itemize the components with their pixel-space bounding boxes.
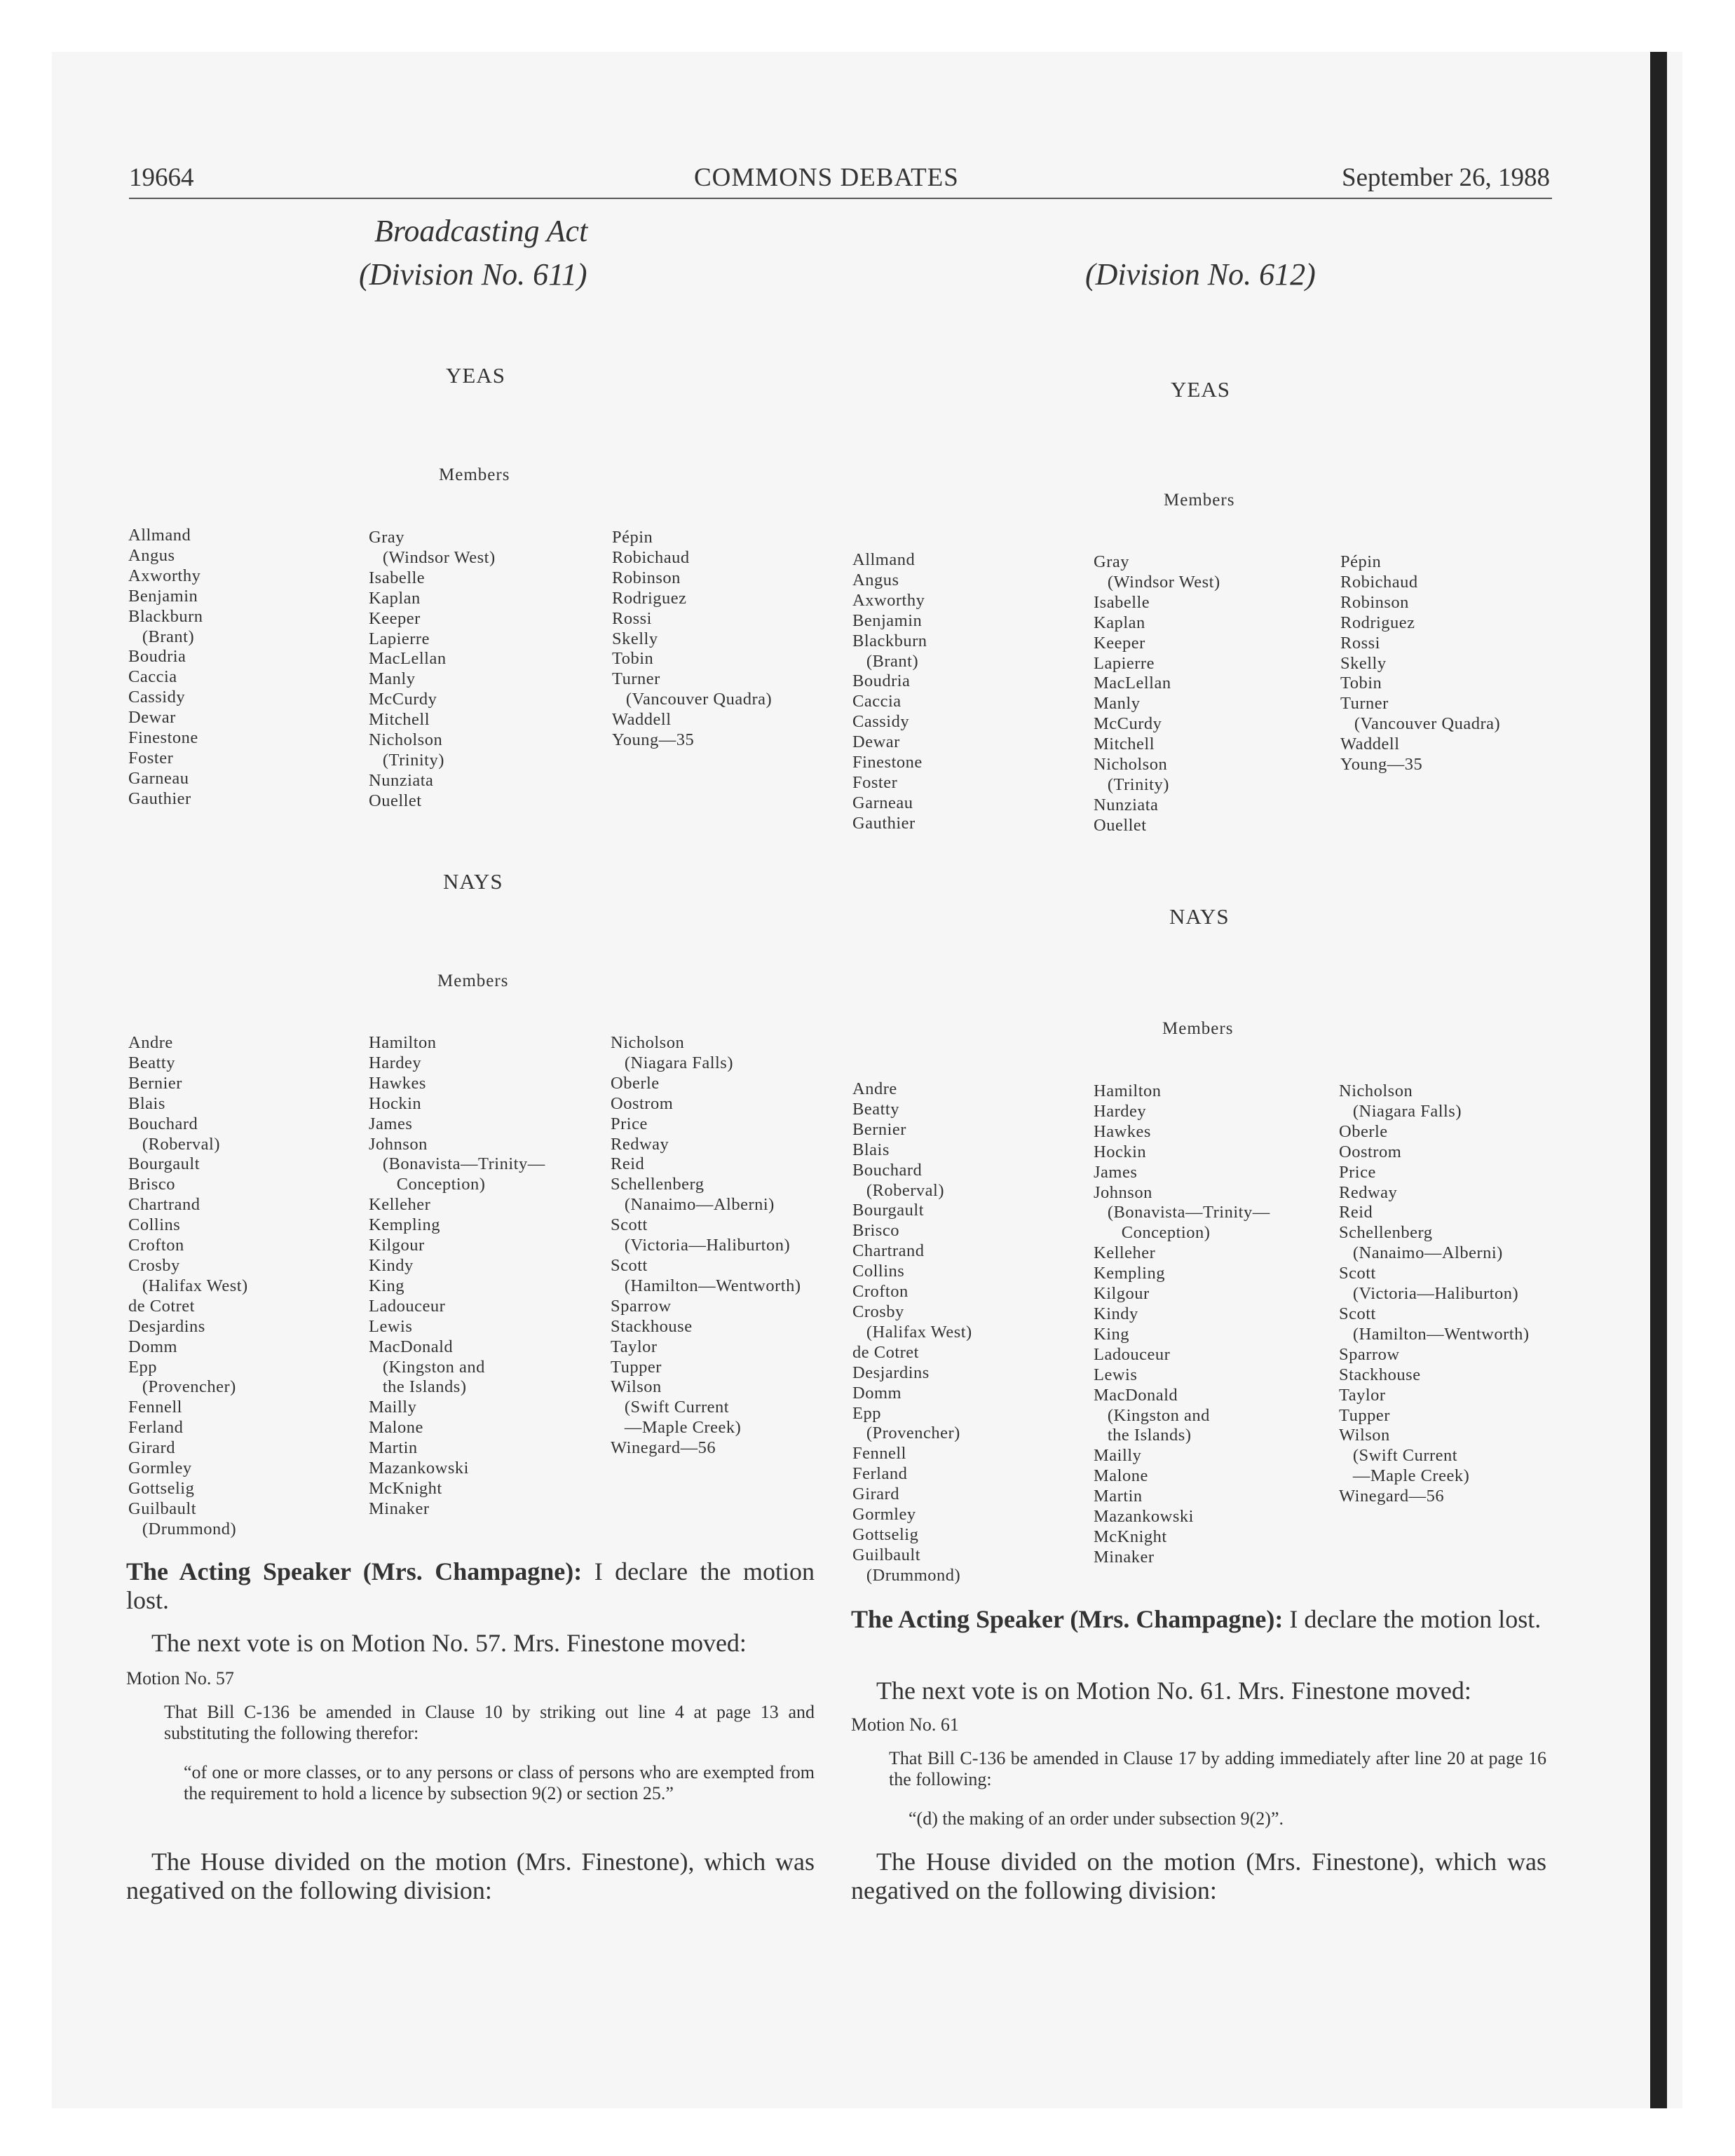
member-name: Ferland (128, 1418, 184, 1438)
member-name: Hamilton (1094, 1082, 1162, 1100)
member-name: Caccia (128, 667, 177, 687)
member-name: Waddell (612, 710, 672, 730)
next-vote-text: The next vote is on Motion No. 61. Mrs. Finestone moved: (876, 1677, 1471, 1705)
member-name: Tobin (612, 649, 654, 669)
motion-text-content: That Bill C-136 be amended in Clause 17 by adding immediately after line 20 at page 16 the following: (889, 1748, 1546, 1789)
member-name: Domm (128, 1337, 178, 1356)
member-name: Malone (1094, 1466, 1148, 1486)
member-name: (Windsor West) (369, 547, 496, 567)
member-name: Tupper (1339, 1405, 1390, 1425)
member-name: Lewis (1094, 1365, 1138, 1384)
member-name: Rodriguez (612, 588, 687, 608)
member-name: —Maple Creek) (611, 1418, 742, 1438)
member-name: (Trinity) (1094, 775, 1169, 794)
member-name: Fennell (852, 1444, 906, 1464)
member-name: Cassidy (128, 688, 186, 707)
member-name: Ladouceur (369, 1296, 446, 1316)
page-number: 19664 (129, 163, 194, 192)
member-name: Epp (128, 1357, 157, 1377)
act-title: Broadcasting Act (374, 214, 588, 248)
member-name: Garneau (852, 793, 913, 812)
members-label: Members (437, 971, 509, 990)
member-name: Hockin (369, 1093, 422, 1113)
member-name: King (369, 1276, 404, 1295)
member-name: de Cotret (852, 1342, 919, 1362)
member-name: Oostrom (1339, 1142, 1402, 1161)
speaker-text: I declare the motion lost. (1283, 1605, 1542, 1633)
member-name: Winegard—56 (1339, 1487, 1445, 1506)
member-name: MacDonald (369, 1337, 454, 1356)
member-name: (Roberval) (128, 1134, 220, 1154)
member-name: Allmand (852, 550, 916, 569)
member-name: Robinson (1340, 592, 1409, 612)
member-name: Hawkes (1094, 1121, 1151, 1141)
member-name: Blais (852, 1140, 890, 1159)
member-name: Domm (852, 1383, 902, 1403)
house-divided-text: The House divided on the motion (Mrs. Finestone), which was negatived on the following division: (851, 1848, 1546, 1904)
member-name: Gormley (128, 1459, 192, 1478)
member-name: Mitchell (369, 710, 430, 730)
member-name: Finestone (128, 728, 198, 748)
member-name: Nicholson (1094, 755, 1168, 775)
member-name: Minaker (1094, 1547, 1155, 1567)
member-name: Andre (128, 1033, 173, 1052)
member-name: Nunziata (1094, 795, 1159, 814)
member-name: Girard (128, 1438, 175, 1458)
speaker-name: The Acting Speaker (Mrs. Champagne): (851, 1605, 1284, 1633)
member-name: Manly (1094, 694, 1141, 714)
yeas-list-col2 (1094, 552, 1220, 836)
member-name: James (1094, 1162, 1138, 1182)
member-name: Kaplan (1094, 613, 1145, 632)
speaker-statement (126, 1557, 815, 1615)
member-name: Wilson (1339, 1426, 1390, 1445)
member-name: Desjardins (128, 1316, 205, 1336)
member-name: Kelleher (369, 1195, 431, 1215)
member-name: Mazankowski (1094, 1507, 1194, 1527)
motion-text (889, 1748, 1546, 1790)
nays-list-col1 (128, 1033, 248, 1540)
member-name: Allmand (128, 526, 191, 545)
member-name: Axworthy (128, 566, 201, 585)
member-name: Mazankowski (369, 1459, 469, 1478)
member-name: Kindy (1094, 1304, 1138, 1323)
member-name: Isabelle (369, 568, 426, 587)
member-name: Reid (1339, 1203, 1373, 1222)
members-label: Members (1162, 1019, 1234, 1038)
member-name: Bernier (852, 1119, 906, 1139)
member-name: Turner (612, 669, 660, 689)
member-name: —Maple Creek) (1339, 1466, 1470, 1486)
member-name: Oostrom (611, 1093, 674, 1113)
member-name: Ferland (852, 1464, 908, 1484)
member-name: Fennell (128, 1398, 182, 1417)
member-name: Nicholson (369, 730, 443, 750)
member-name: Lewis (369, 1316, 413, 1336)
member-name: Young—35 (1340, 755, 1423, 775)
nays-list-col3 (1339, 1082, 1530, 1507)
member-name: (Swift Current (611, 1398, 730, 1417)
member-name: Crofton (852, 1282, 909, 1302)
member-name: Johnson (369, 1134, 428, 1154)
member-name: Isabelle (1094, 592, 1150, 612)
member-name: King (1094, 1324, 1129, 1344)
member-name: (Victoria—Haliburton) (611, 1236, 791, 1255)
member-name: Foster (852, 772, 898, 792)
member-name: Guilbault (852, 1545, 921, 1564)
member-name: Beatty (852, 1099, 899, 1119)
division-heading-612: (Division No. 612) (1085, 257, 1316, 292)
member-name: (Halifax West) (852, 1322, 972, 1342)
member-name: (Nanaimo—Alberni) (611, 1195, 775, 1215)
member-name: Kelleher (1094, 1243, 1156, 1263)
member-name: Hamilton (369, 1033, 437, 1052)
member-name: Johnson (1094, 1182, 1152, 1202)
member-name: McKnight (369, 1478, 442, 1498)
member-name: Scott (1339, 1304, 1376, 1323)
nays-label: NAYS (443, 869, 503, 894)
member-name: de Cotret (128, 1296, 195, 1316)
member-name: Caccia (852, 692, 901, 711)
member-name: Kilgour (1094, 1284, 1150, 1304)
member-name: McCurdy (369, 690, 437, 709)
member-name: Pépin (1340, 552, 1382, 571)
member-name: Gauthier (852, 813, 916, 833)
member-name: Gauthier (128, 789, 191, 808)
member-name: Collins (128, 1215, 181, 1235)
member-name: Gottselig (852, 1524, 919, 1544)
member-name: Price (611, 1114, 648, 1133)
member-name: Bourgault (128, 1154, 200, 1174)
member-name: Schellenberg (611, 1175, 705, 1194)
member-name: Brisco (128, 1175, 175, 1194)
member-name: Gormley (852, 1505, 916, 1524)
nays-list-col3 (611, 1033, 801, 1459)
member-name: Ouellet (369, 791, 422, 810)
member-name: Angus (128, 545, 175, 565)
yeas-list-col1 (852, 550, 927, 834)
member-name: Angus (852, 570, 899, 589)
member-name: Girard (852, 1485, 899, 1504)
member-name: Garneau (128, 768, 189, 788)
member-name: Chartrand (128, 1195, 200, 1215)
member-name: James (369, 1114, 413, 1133)
member-name: Sparrow (611, 1296, 672, 1316)
member-name: Keeper (1094, 633, 1145, 653)
motion-quote: “(d) the making of an order under subsection 9(2)”. (909, 1808, 1284, 1829)
member-name: (Bonavista—Trinity— (1094, 1203, 1270, 1222)
member-name: Mailly (369, 1398, 417, 1417)
member-name: Foster (128, 748, 174, 767)
member-name: Stackhouse (611, 1316, 693, 1336)
member-name: Rossi (1340, 633, 1380, 653)
member-name: McKnight (1094, 1527, 1167, 1546)
member-name: (Trinity) (369, 750, 444, 770)
member-name: Axworthy (852, 590, 925, 610)
binding-edge (1650, 52, 1667, 2108)
member-name: (Windsor West) (1094, 572, 1220, 592)
member-name: (Hamilton—Wentworth) (611, 1276, 801, 1295)
member-name: Epp (852, 1403, 881, 1423)
member-name: Andre (852, 1079, 897, 1098)
member-name: Stackhouse (1339, 1365, 1421, 1384)
speaker-statement (851, 1605, 1546, 1634)
next-vote-text: The next vote is on Motion No. 57. Mrs. Finestone moved: (151, 1629, 747, 1657)
motion-label: Motion No. 57 (126, 1668, 234, 1688)
yeas-list-col1 (128, 526, 203, 810)
member-name: Beatty (128, 1053, 175, 1072)
member-name: Bernier (128, 1073, 182, 1093)
member-name: McCurdy (1094, 714, 1162, 734)
member-name: Kempling (369, 1215, 440, 1235)
member-name: Skelly (612, 629, 658, 648)
motion-quote: “of one or more classes, or to any persons or class of persons who are exempted from the requirement to hold a licence by subsection 9(2) or section 25.” (184, 1762, 815, 1803)
member-name: Nunziata (369, 770, 434, 790)
member-name: MacLellan (369, 649, 447, 669)
member-name: Boudria (128, 647, 186, 667)
member-name: (Drummond) (128, 1519, 237, 1538)
yeas-label: YEAS (446, 363, 505, 388)
member-name: Crofton (128, 1236, 184, 1255)
member-name: Hockin (1094, 1142, 1147, 1161)
member-name: Benjamin (128, 586, 198, 606)
member-name: Ladouceur (1094, 1344, 1171, 1364)
nays-label: NAYS (1169, 904, 1230, 929)
member-name: Kindy (369, 1255, 414, 1275)
member-name: Lapierre (1094, 653, 1155, 673)
member-name: Mitchell (1094, 735, 1155, 754)
member-name: Skelly (1340, 653, 1387, 673)
member-name: MacDonald (1094, 1385, 1178, 1405)
member-name: (Brant) (128, 627, 195, 646)
member-name: Taylor (1339, 1385, 1386, 1405)
member-name: Gray (1094, 552, 1129, 571)
member-name: Guilbault (128, 1499, 197, 1518)
member-name: Dewar (852, 732, 900, 752)
member-name: Young—35 (612, 730, 695, 750)
member-name: Martin (369, 1438, 418, 1458)
member-name: Robinson (612, 568, 681, 587)
member-name: Martin (1094, 1487, 1143, 1506)
member-name: Crosby (852, 1302, 904, 1321)
member-name: Tobin (1340, 674, 1382, 693)
member-name: Redway (1339, 1182, 1398, 1202)
member-name: Waddell (1340, 735, 1400, 754)
member-name: Cassidy (852, 712, 910, 732)
member-name: Gottselig (128, 1478, 195, 1498)
member-name: Turner (1340, 694, 1389, 714)
member-name: (Drummond) (852, 1565, 961, 1585)
member-name: Blais (128, 1093, 165, 1113)
member-name: Oberle (1339, 1121, 1388, 1141)
member-name: Nicholson (611, 1033, 685, 1052)
member-name: Hardey (1094, 1101, 1147, 1121)
member-name: Rossi (612, 608, 652, 628)
member-name: (Swift Current (1339, 1446, 1458, 1466)
member-name: Brisco (852, 1221, 899, 1241)
member-name: Manly (369, 669, 416, 689)
member-name: (Brant) (852, 651, 919, 671)
member-name: (Halifax West) (128, 1276, 248, 1295)
member-name: Gray (369, 528, 404, 547)
member-name: Bourgault (852, 1201, 925, 1220)
member-name: Robichaud (1340, 572, 1418, 592)
member-name: Malone (369, 1418, 423, 1438)
yeas-list-col2 (369, 528, 496, 812)
speaker-text: I declare the motion lost. (126, 1557, 815, 1614)
member-name: the Islands) (369, 1377, 467, 1397)
member-name: Dewar (128, 708, 176, 728)
motion-text-content: That Bill C-136 be amended in Clause 10 by striking out line 4 at page 13 and substituting the following therefor: (164, 1702, 815, 1743)
division-heading-611: (Division No. 611) (359, 257, 587, 292)
member-name: Winegard—56 (611, 1438, 716, 1458)
member-name: Blackburn (852, 631, 927, 650)
header-rule (129, 198, 1552, 199)
member-name: Pépin (612, 528, 653, 547)
member-name: (Vancouver Quadra) (612, 690, 773, 709)
running-title: COMMONS DEBATES (694, 163, 959, 192)
member-name: Price (1339, 1162, 1376, 1182)
member-name: (Vancouver Quadra) (1340, 714, 1501, 734)
member-name: Scott (1339, 1264, 1376, 1283)
motion-label: Motion No. 61 (851, 1714, 959, 1735)
member-name: (Kingston and (369, 1357, 485, 1377)
member-name: (Roberval) (852, 1180, 944, 1200)
member-name: Scott (611, 1255, 648, 1275)
members-label: Members (439, 465, 510, 484)
member-name: (Bonavista—Trinity— (369, 1154, 545, 1174)
member-name: Hardey (369, 1053, 422, 1072)
member-name: Oberle (611, 1073, 660, 1093)
member-name: (Kingston and (1094, 1405, 1210, 1425)
member-name: (Victoria—Haliburton) (1339, 1284, 1519, 1304)
member-name: Keeper (369, 608, 421, 628)
member-name: Collins (852, 1262, 905, 1281)
nays-list-col2 (1094, 1082, 1270, 1568)
member-name: Desjardins (852, 1363, 930, 1382)
member-name: Tupper (611, 1357, 662, 1377)
yeas-label: YEAS (1171, 377, 1230, 402)
member-name: (Provencher) (128, 1377, 236, 1397)
member-name: the Islands) (1094, 1426, 1192, 1445)
member-name: Sparrow (1339, 1344, 1400, 1364)
member-name: Finestone (852, 753, 923, 772)
member-name: Hawkes (369, 1073, 426, 1093)
member-name: Schellenberg (1339, 1223, 1433, 1243)
member-name: (Hamilton—Wentworth) (1339, 1324, 1530, 1344)
nays-list-col2 (369, 1033, 545, 1520)
member-name: (Niagara Falls) (1339, 1101, 1462, 1121)
member-name: MacLellan (1094, 674, 1171, 693)
member-name: Mailly (1094, 1446, 1142, 1466)
member-name: Taylor (611, 1337, 658, 1356)
motion-text (164, 1702, 815, 1744)
member-name: Blackburn (128, 606, 203, 626)
member-name: Kaplan (369, 588, 421, 608)
member-name: Conception) (369, 1175, 486, 1194)
member-name: Boudria (852, 671, 911, 691)
nays-list-col1 (852, 1079, 972, 1586)
member-name: Scott (611, 1215, 648, 1235)
member-name: Redway (611, 1134, 669, 1154)
member-name: (Provencher) (852, 1424, 960, 1443)
member-name: Robichaud (612, 547, 690, 567)
member-name: Bouchard (128, 1114, 198, 1133)
member-name: Ouellet (1094, 815, 1147, 835)
yeas-list-col3 (1340, 552, 1500, 775)
member-name: Nicholson (1339, 1082, 1413, 1100)
member-name: Chartrand (852, 1241, 925, 1261)
speaker-name: The Acting Speaker (Mrs. Champagne): (126, 1557, 583, 1585)
member-name: (Niagara Falls) (611, 1053, 733, 1072)
member-name: Minaker (369, 1499, 430, 1518)
member-name: Reid (611, 1154, 645, 1174)
page-date: September 26, 1988 (1342, 163, 1550, 192)
member-name: Rodriguez (1340, 613, 1415, 632)
member-name: Wilson (611, 1377, 662, 1397)
member-name: Kilgour (369, 1236, 425, 1255)
member-name: Benjamin (852, 610, 923, 630)
member-name: Bouchard (852, 1160, 923, 1180)
yeas-list-col3 (612, 528, 772, 751)
member-name: Lapierre (369, 629, 430, 648)
house-divided-text: The House divided on the motion (Mrs. Finestone), which was negatived on the following division: (126, 1848, 815, 1904)
member-name: Crosby (128, 1255, 180, 1275)
members-label: Members (1164, 491, 1235, 510)
member-name: Conception) (1094, 1223, 1211, 1243)
member-name: Kempling (1094, 1264, 1165, 1283)
member-name: (Nanaimo—Alberni) (1339, 1243, 1503, 1263)
